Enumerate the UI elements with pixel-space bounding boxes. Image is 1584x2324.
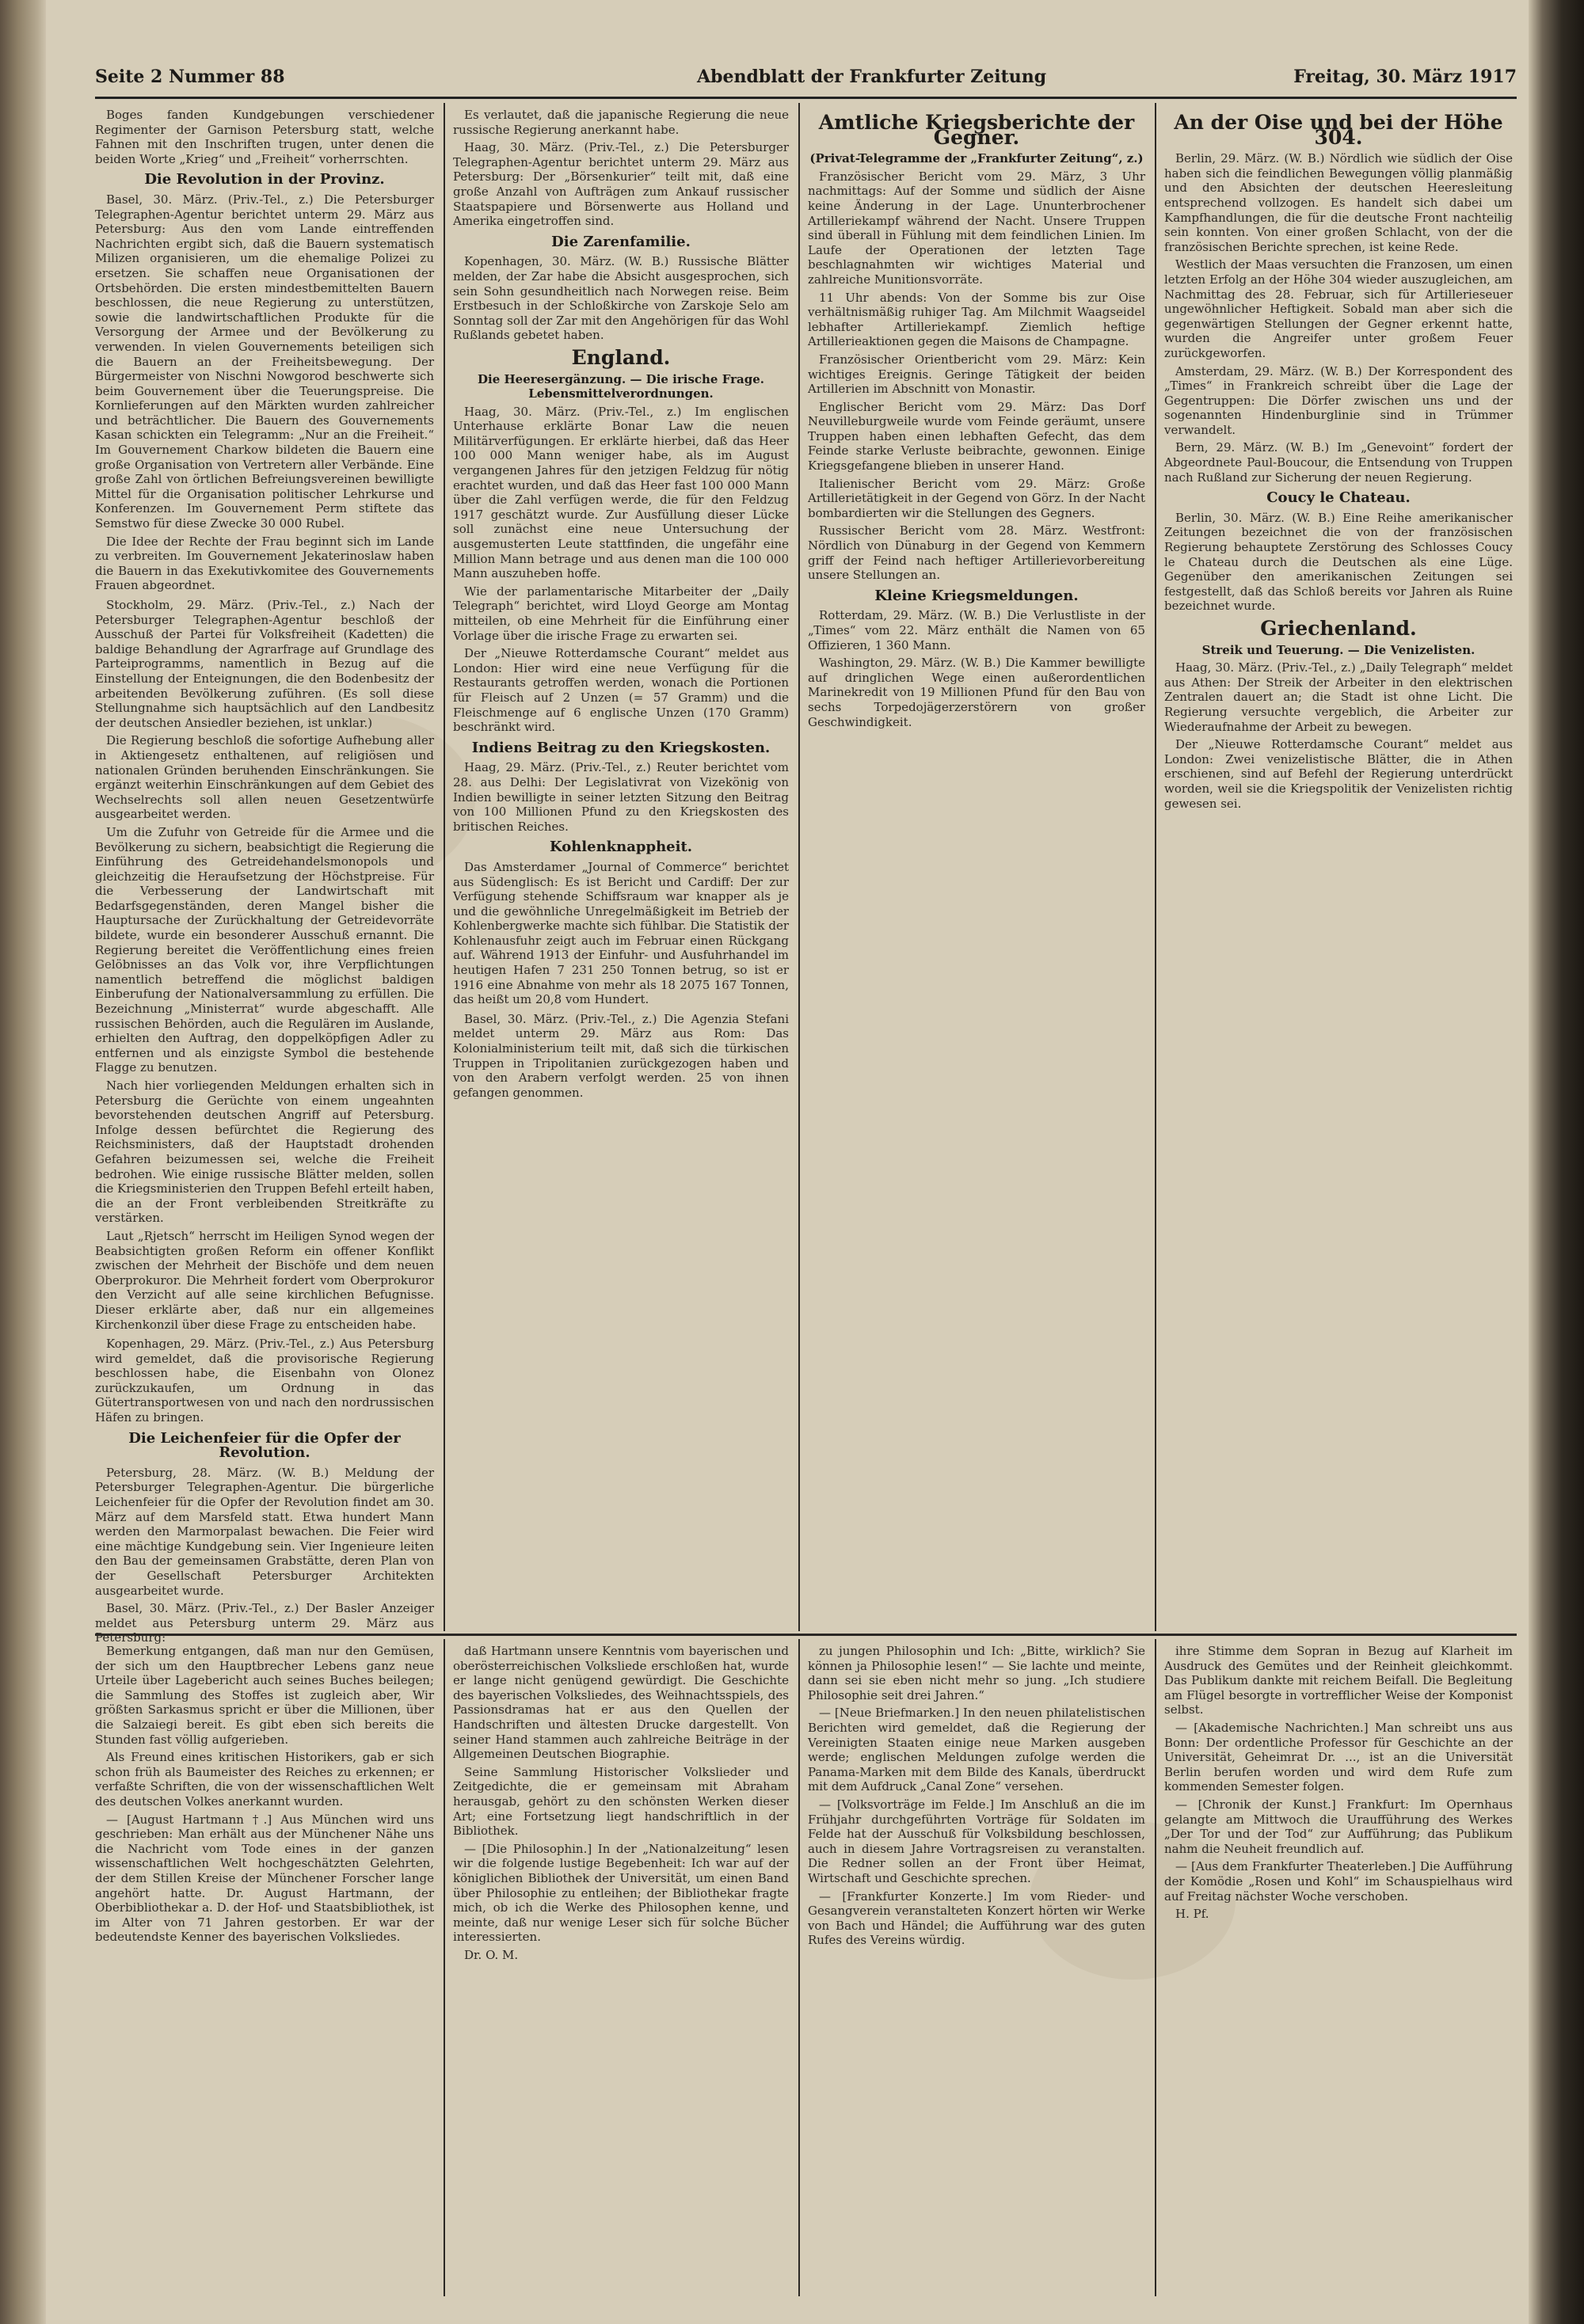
article-paragraph: Haag, 30. März. (Priv.-Tel., z.) Im englischen Unterhause erklärte Bonar Law die neuen Militärverfügungen. Er erklärte hierbei, daß das Heer 100 000 Mann weniger habe, als im August vergangenen Jahres für den jetzigen Feldzug für nötig erachtet wurden, und daß das Heer fast 100 000 Mann über die Zahl verfügen werde, die für den Feldzug 1917 geschätzt wurde. Zur Ausfüllung dieser Lücke soll zunächst eine neue Untersuchung der ausgemusterten Leute stattfinden, die ungefähr eine Million Mann betrage und aus denen man die 100 000 Mann auszuheben hoffe. [453,404,789,581]
article-paragraph: Kopenhagen, 29. März. (Priv.-Tel., z.) Aus Petersburg wird gemeldet, daß die provisorische Regierung beschlossen habe, die Eisenbahn von Olonez zurückzukaufen, um Ordnung in das Gütertransportwesen von und nach den nordrussischen Häfen zu bringen. [95,1337,434,1425]
feuilleton-column-4 [1164,1644,1513,2295]
article-paragraph: Amsterdam, 29. März. (W. B.) Der Korrespondent des „Times“ in Frankreich schreibt über die Lage der Gegentruppen: Die Dörfer zwischen uns und der sogenannten Hindenburglinie sind in Trümmer verwandelt. [1164,363,1513,437]
article-paragraph: Um die Zufuhr von Getreide für die Armee und die Bevölkerung zu sichern, beabsichtigt die Regierung die Einführung des Getreidehandelsmonopols und gleichzeitig die Heraufsetzung der Höchstpreise. Für die Verbesserung der Landwirtschaft mit Bedarfsgegenständen, deren Mangel bisher die Hauptursache der Zurückhaltung der Getreidevorräte bildete, wurde ein besonderer Ausschuß ernannt. Die Regierung bereitet die Veröffentlichung eines freien Gelöbnisses an das Volk vor, ihre Verpflichtungen namentlich betreffend die möglichst baldigen Einberufung der Nationalversammlung zu erfüllen. Die Bezeichnung „Ministerrat“ wurde abgeschafft. Alle russischen Behörden, auch die Regulären im Auslande, erhielten den Auftrag, den doppelköpfigen Adler zu entfernen und als einzigste Symbol die bestehende Flagge zu benutzen. [95,824,434,1075]
article [808,589,1145,729]
feuilleton-paragraph: — [Neue Briefmarken.] In den neuen philatelistischen Berichten wird gemeldet, daß die Regierung der Vereinigten Staaten einige neue Marken ausgeben werde; englischen Meldungen zufolge werden die Panama-Marken mit dem Bilde des Kanals, überdruckt mit dem Aufdruck „Canal Zone“ versehen. [808,1706,1145,1794]
column-rule [798,103,800,1631]
article [95,1429,434,1645]
article-headline: Die Zarenfamilie. [551,233,691,250]
feuilleton-paragraph: — [Volksvorträge im Felde.] Im Anschluß an die im Frühjahr durchgeführten Vorträge für Soldaten im Felde hat der Ausschuß für Volksbildung beschlossen, auch in diesem Jahre Vortragsreisen zu veranstalten. Die Redner sollen an der Front über Heimat, Wirtschaft und Geschichte sprechen. [808,1797,1145,1885]
article-paragraph: Englischer Bericht vom 29. März: Das Dorf Neuvilleburgweile wurde vom Feinde geräumt, unsere Truppen haben einen lebhaften Gefecht, das dem Feinde starke Verluste beibrachte, gewonnen. Einige Kriegsgefangene blieben in unserer Hand. [808,399,1145,474]
article-headline: Indiens Beitrag zu den Kriegskosten. [471,739,771,756]
article-paragraph: Das Amsterdamer „Journal of Commerce“ berichtet aus Südenglisch: Es ist Bericht und Cardiff: Der zur Verfügung stehende Schiffsraum war knapper als je und die gewöhnliche Unregelmäßigkeit im Betrieb der Kohlenbergwerke machte sich fühlbar. Die Statistik der Kohlenausfuhr zeigt auch im Februar einen Rückgang auf. Während 1913 der Einfuhr- und Ausfuhrhandel im heutigen Hafen 7 231 250 Tonnen betrug, so ist er 1916 eine Abnahme von mehr als 18 2075 167 Tonnen, das heißt um 20,8 vom Hundert. [453,859,789,1007]
feuilleton-paragraph: Seine Sammlung Historischer Volkslieder und Zeitgedichte, die er gemeinsam mit Abraham herausgab, gehört zu den schönsten Werken dieser Art; eine Fortsetzung liegt handschriftlich in der Bibliothek. [453,1764,789,1839]
article-paragraph: Stockholm, 29. März. (Priv.-Tel., z.) Nach der Petersburger Telegraphen-Agentur beschloß der Ausschuß der Partei für Volksfreiheit (Kadetten) die baldige Behandlung der Agrarfrage auf Grundlage des Parteiprogramms, namentlich in Bezug auf die Einstellung der Enteignungen, die den Bodenbesitz der arbeitenden Bevölkerung zuführen. (Es soll diese Stellungnahme sich hauptsächlich auf den Landbesitz der deutschen Ansiedler beziehen, ist unklar.) [95,598,434,730]
article [453,235,789,343]
article-paragraph: Washington, 29. März. (W. B.) Die Kammer bewilligte auf dringlichen Wege einen außerordentlichen Marinekredit von 19 Millionen Pfund für den Bau von sechs Torpedojägerzerstörern von großer Geschwindigkeit. [808,656,1145,729]
article-paragraph: Der „Nieuwe Rotterdamsche Courant“ meldet aus London: Zwei venizelistische Blätter, die in Athen erschienen, sind auf Befehl der Regierung unterdrückt worden, weil sie die Kriegspolitik der Venizelisten richtig gewesen sei. [1164,737,1513,811]
feuilleton-paragraph: — [Aus dem Frankfurter Theaterleben.] Die Aufführung der Komödie „Rosen und Kohl“ im Schauspielhaus wird auf Freitag nächster Woche verschoben. [1164,1859,1513,1904]
article-paragraph: Rotterdam, 29. März. (W. B.) Die Verlustliste in der „Times“ vom 22. März enthält die Namen von 65 Offizieren, 1 360 Mann. [808,608,1145,652]
newspaper-sheet [95,62,1517,2303]
article-headline: An der Oise und bei der Höhe 304. [1174,111,1503,149]
page-edge [1529,0,1584,2324]
article-paragraph: Französischer Bericht vom 29. März, 3 Uhr nachmittags: Auf der Somme und südlich der Aisne keine Änderung in der Lage. Ununterbrochener Artilleriekampf während der Nacht. Unsere Truppen sind überall in Fühlung mit dem feindlichen Linien. Im Laufe der Operationen der letzten Tage beschlagnahmten wir wichtiges Material und zahlreiche Munitionsvorräte. [808,169,1145,287]
feuilleton-paragraph: daß Hartmann unsere Kenntnis vom bayerischen und oberösterreichischen Volksliede erschloßen hat, wurde er lange nicht genügend gewürdigt. Die Geschichte des bayerischen Volksliedes, des Weihnachtsspiels, des Passionsdramas hat er aus den Quellen der Handschriften und ältesten Drucke dargestellt. Von seiner Hand stammen auch zahlreiche Beiträge in der Allgemeinen Deutschen Biographie. [453,1644,789,1762]
feuilleton-paragraph: Als Freund eines kritischen Historikers, gab er sich schon früh als Baumeister des Reiches zu erkennen; er verfaßte Schriften, die von der wissenschaftlichen Welt des deutschen Volkes anerkannt wurden. [95,1750,434,1809]
article-paragraph: Berlin, 30. März. (W. B.) Eine Reihe amerikanischer Zeitungen bezeichnet die von der französischen Regierung behauptete Zerstörung des Schlosses Coucy le Chateau durch die Deutschen als eine Lüge. Gegenüber den amerikanischen Zeitungen sei festgestellt, daß das Schloß bereits vor Jahren als Ruine bezeichnet wurde. [1164,510,1513,614]
article-subheadline: Die Heeresergänzung. — Die irische Frage. Lebensmittelverordnungen. [478,371,764,401]
column-rule [1155,103,1156,1631]
feuilleton-paragraph: — [Die Philosophin.] In der „Nationalzeitung“ lesen wir die folgende lustige Begebenheit: Ich war auf der königlichen Bibliothek der Universität, um einen Band über Philosophie zu entleihen; der Bibliothekar fragte mich, ob ich die Werke des Philosophen kenne, und meinte, daß nur wenige Leser sich für solche Bücher interessierten. [453,1841,789,1945]
article-paragraph: Der „Nieuwe Rotterdamsche Courant“ meldet aus London: Hier wird eine neue Verfügung für die Restaurants getroffen werden, wonach die Portionen für Fleisch auf 2 Unzen (= 57 Gramm) und die Fleischmenge auf 6 englische Unzen (170 Gramm) beschränkt wird. [453,646,789,735]
article-paragraph: Haag, 30. März. (Priv.-Tel., z.) Die Petersburger Telegraphen-Agentur berichtet unterm 29. März aus Petersburg: Der „Börsenkurier“ teilt mit, daß eine große Anzahl von Aufträgen zum Ankauf russischer Staatspapiere und Börsenwerte aus Holland und Amerika eingetroffen sind. [453,140,789,229]
article [95,173,434,593]
article-headline: Griechenland. [1260,617,1417,640]
article-paragraph: Basel, 30. März. (Priv.-Tel., z.) Der Basler Anzeiger meldet aus Petersburg unterm 29. März aus Petersburg: [95,1601,434,1645]
feuilleton-paragraph: — [Akademische Nachrichten.] Man schreibt uns aus Bonn: Der ordentliche Professor für Geschichte an der Universität, Geheimrat Dr. ..., ist an die Universität Berlin berufen worden und wird dem Rufe zum kommenden Semester folgen. [1164,1720,1513,1794]
article [453,345,789,735]
article-paragraph: Basel, 30. März. (Priv.-Tel., z.) Die Petersburger Telegraphen-Agentur berichtet unterm 29. März aus Petersburg: Aus den vom Lande eintreffenden Nachrichten ergibt sich, daß die Bauern systematisch Milizen organisieren, um die ehemalige Polizei zu ersetzen. Sie schaffen neue Organisationen der Ortsbehörden. Die ersten mindestbemittelten Bauern beschlossen, die neue Regierung zu unterstützen, sowie die landwirtschaftlichen Produkte für die Versorgung der Armee und der Bevölkerung zu verwenden. In vielen Gouvernements beteiligen sich die Bauern an der Freiheitsbewegung. Der Bürgermeister von Nischni Nowgorod beschwerte sich beim Gouvernement über die Teuerungspreise. Die Kornlieferungen auf den Märkten wurden zahlreicher und beträchtlicher. Die Bauern des Gouvernements Kasan schickten ein Telegramm: „Nur an die Freiheit.“ Im Gouvernement Charkow bildeten die Bauern eine große Organisation von Vertretern aller Verbände. Eine große Zahl von örtlichen Befreiungsvereinen bewilligte Mittel für die Organisation politischer Lehrkurse und Konferenzen. Im Gouvernement Perm stiftete das Semstwo für diese Zwecke 30 000 Rubel. [95,192,434,531]
article-paragraph: Wie der parlamentarische Mitarbeiter der „Daily Telegraph“ berichtet, wird Lloyd George am Montag mitteilen, ob eine Mehrheit für die Einführung einer Vorlage über die irische Frage zu erwarten sei. [453,584,789,643]
article [95,598,434,1332]
article [95,108,434,166]
feuilleton-paragraph: Bemerkung entgangen, daß man nur den Gemüsen, der sich um den Hauptbrecher Lebens ganz neue Urteile über Lagebericht auch seines Buches beilegen; die Sammlung des Stoffes ist zugleich aber, Wir größten Sarkasmus spricht er über die Millionen, über die Salzaiegi bereit. Es gibt eben sich bereits die Stunden fast völlig aufgerieben. [95,1644,434,1747]
article-paragraph: Kopenhagen, 30. März. (W. B.) Russische Blätter melden, der Zar habe die Absicht ausgesprochen, sich sein Sohn gesundheitlich nach Norwegen reise. Beim Erstbesuch in der Schloßkirche von Zarskoje Selo am Sonntag soll der Zar mit den Angehörigen für das Wohl Rußlands gebetet haben. [453,254,789,343]
article [1164,111,1513,485]
column-rule [444,103,445,1631]
article-headline: Coucy le Chateau. [1266,489,1411,507]
article [808,111,1145,583]
article-headline: England. [571,345,671,369]
feuilleton-column-2 [453,1644,789,2295]
article [95,1337,434,1425]
masthead [95,62,1517,99]
article-paragraph: Die Idee der Rechte der Frau beginnt sich im Lande zu verbreiten. Im Gouvernement Jekaterinoslaw haben die Bauern in das Exekutivkomitee des Gouvernements Frauen abgeordnet. [95,534,434,593]
article-column-4 [1164,108,1513,1628]
article-paragraph: Es verlautet, daß die japanische Regierung die neue russische Regierung anerkannt habe. [453,108,789,137]
article-headline: Kleine Kriegsmeldungen. [874,587,1079,604]
article-headline: Die Leichenfeier für die Opfer der Revolution. [128,1429,401,1462]
article-headline: Amtliche Kriegsberichte der Gegner. [818,111,1135,149]
feuilleton-paragraph: zu jungen Philosophin und Ich: „Bitte, wirklich? Sie können ja Philosophie lesen!“ — Sie lachte und meinte, dann sei sie eben nicht mehr so jung. „Ich studiere Philosophie seit drei Jahren.“ [808,1644,1145,1702]
article-paragraph: Italienischer Bericht vom 29. März: Große Artillerietätigkeit in der Gegend von Görz. In der Nacht bombardierten wir die Stellungen des Gegners. [808,476,1145,520]
article-paragraph: Boges fanden Kundgebungen verschiedener Regimenter der Garnison Petersburg statt, welche Fahnen mit den Inschriften trugen, unter denen die beiden Worte „Krieg“ und „Freiheit“ vorherrschten. [95,108,434,166]
article-paragraph: Laut „Rjetsch“ herrscht im Heiligen Synod wegen der Beabsichtigten großen Reform ein offener Konflikt zwischen der Mehrheit der Bischöfe und dem neuen Oberprokuror. Die Mehrheit fordert vom Oberprokuror den Verzicht auf alle seine kirchlichen Befugnisse. Dieser erklärte aber, daß nur ein allgemeines Kirchenkonzil über diese Frage zu entscheiden habe. [95,1228,434,1332]
feuilleton-paragraph: — [August Hartmann †.] Aus München wird uns geschrieben: Man erhält aus der Münchener Nähe uns die Nachricht vom Tode eines in der ganzen wissenschaftlichen Welt hochgeschätzten Gelehrten, der dem Stillen Kreise der Münchener Forscher lange angehört hatte. Dr. August Hartmann, der Oberbibliothekar a. D. der Hof- und Staatsbibliothek, ist im Alter von 71 Jahren gestorben. Er war der bedeutendste Kenner des bayerischen Volksliedes. [95,1812,434,1945]
feuilleton-paragraph: Dr. O. M. [464,1947,519,1962]
feuilleton-column-1 [95,1644,434,2295]
article-column-1 [95,108,434,1645]
article-paragraph: Die Regierung beschloß die sofortige Aufhebung aller in Aktiengesetz enthaltenen, auf religiösen und nationalen Gründen beruhenden Einschränkungen. Sie ergänzt weiterhin Einschränkungen auf dem Gebiet des Wechselrechts soll allen neuen Gesetzentwürfe ausgearbeitet werden. [95,733,434,822]
article-column-2 [453,108,789,1628]
article-paragraph: Basel, 30. März. (Priv.-Tel., z.) Die Agenzia Stefani meldet unterm 29. März aus Rom: Das Kolonialministerium teilt mit, daß sich die türkischen Truppen in Tripolitanien zurückgezogen haben und von den Arabern verfolgt werden. 25 von ihnen gefangen genommen. [453,1011,789,1100]
article-subheadline: (Privat-Telegramme der „Frankfurter Zeitung“, z.) [809,151,1144,166]
article-paragraph: Berlin, 29. März. (W. B.) Nördlich wie südlich der Oise haben sich die feindlichen Bewegungen völlig planmäßig und den Absichten der deutschen Heeresleitung entsprechend vollzogen. Es handelt sich dabei um Kampfhandlungen, die für die deutsche Front nachteilig sein konnten. Von einer großen Schlacht, von der die französischen Berichte sprechen, ist keine Rede. [1164,151,1513,254]
article-paragraph: Bern, 29. März. (W. B.) Im „Genevoint“ fordert der Abgeordnete Paul-Boucour, die Entsendung von Truppen nach Rußland zur Sicherung der neuen Regierung. [1164,440,1513,485]
feuilleton-column-3 [808,1644,1145,2295]
article-paragraph: Petersburg, 28. März. (W. B.) Meldung der Petersburger Telegraphen-Agentur. Die bürgerliche Leichenfeier für die Opfer der Revolution findet am 30. März auf dem Marsfeld statt. Etwa hundert Mann werden den Marmorpalast bewachen. Die Feier wird eine mächtige Kundgebung sein. Vier Ingenieure leiten den Bau der gemeinsamen Grabstätte, deren Plan von der Gesellschaft Petersburger Architekten ausgearbeitet wurde. [95,1465,434,1598]
feuilleton-paragraph: — [Frankfurter Konzerte.] Im vom Rieder- und Gesangverein veranstalteten Konzert hörten wir Werke von Bach und Händel; die Aufführung war des guten Rufes des Vereins würdig. [808,1888,1145,1948]
masthead-center: Abendblatt der Frankfurter Zeitung [697,67,1047,87]
article-paragraph: Westlich der Maas versuchten die Franzosen, um einen letzten Erfolg an der Höhe 304 wieder auszugleichen, am Nachmittag des 28. Februar, sich für Artillerieseuer ungewöhnlicher Heftigkeit. Sobald man aber sich die gegenwärtigen Stellungen der Gegner erkennt hatte, wurden die Angreifer unter großem Feuer zurückgeworfen. [1164,257,1513,360]
article-paragraph: Russischer Bericht vom 28. März. Westfront: Nördlich von Dünaburg in der Gegend von Kemmern griff der Feind nach heftiger Artillerievorbereitung unsere Stellungen an. [808,523,1145,583]
article-paragraph: Haag, 29. März. (Priv.-Tel., z.) Reuter berichtet vom 28. aus Delhi: Der Legislativrat von Vizekönig von Indien bewilligte in seiner letzten Sitzung den Beitrag von 100 Millionen Pfund zu den Kriegskosten des britischen Reiches. [453,760,789,834]
column-rule [798,1639,800,2296]
column-rule [444,1639,445,2296]
article-paragraph: Französischer Orientbericht vom 29. März: Kein wichtiges Ereignis. Geringe Tätigkeit der beiden Artillerien im Abschnitt von Monastir. [808,352,1145,397]
article-paragraph: 11 Uhr abends: Von der Somme bis zur Oise verhältnismäßig ruhiger Tag. Am Milchmit Waagseidel lebhafter Artilleriekampf. Ziemlich heftige Artillerieaktionen gegen die Maisons de Champagne. [808,290,1145,349]
article [453,1012,789,1101]
article [1164,617,1513,811]
book-binding [0,0,46,2324]
article-headline: Die Revolution in der Provinz. [144,171,385,188]
article-headline: Kohlenknappheit. [549,839,693,856]
article-subheadline: Streik und Teuerung. — Die Venizelisten. [1201,642,1475,657]
feuilleton-paragraph: H. Pf. [1175,1907,1209,1922]
article-paragraph: Haag, 30. März. (Priv.-Tel., z.) „Daily Telegraph“ meldet aus Athen: Der Streik der Arbeiter in den elektrischen Zentralen dauert an; die Stadt ist ohne Licht. Die Regierung versuchte vergeblich, die Arbeiter zur Wiederaufnahme der Arbeit zu bewegen. [1164,660,1513,734]
article-paragraph: Nach hier vorliegenden Meldungen erhalten sich in Petersburg die Gerüchte von einem ungeahnten bevorstehenden deutschen Angriff auf Petersburg. Infolge dessen befürchtet die Regierung des Reichsministers, daß der Hauptstadt drohenden Gefahren beizumessen sei, welche die Freiheit bedrohen. Wie einige russische Blätter melden, sollen die Kriegsministerien den Truppen Befehl erteilt haben, die an der Front verbleibenden Streitkräfte zu verstärken. [95,1078,434,1226]
masthead-left: Seite 2 Nummer 88 [95,67,285,87]
masthead-right: Freitag, 30. März 1917 [1293,67,1517,87]
article [453,840,789,1007]
article [1164,491,1513,614]
feuilleton-paragraph: ihre Stimme dem Sopran in Bezug auf Klarheit im Ausdruck des Gemütes und der Reinheit gleichkommt. Das Publikum dankte mit reichem Beifall. Die Begleitung am Flügel besorgte in vortrefflicher Weise der Komponist selbst. [1164,1644,1513,1717]
article [453,108,789,229]
article-column-3 [808,108,1145,1628]
feuilleton-paragraph: — [Chronik der Kunst.] Frankfurt: Im Opernhaus gelangte am Mittwoch die Uraufführung des Werkes „Der Tor und der Tod“ zur Aufführung; das Publikum nahm die Neuheit freundlich auf. [1164,1797,1513,1856]
article [453,741,789,835]
column-rule [1155,1639,1156,2296]
